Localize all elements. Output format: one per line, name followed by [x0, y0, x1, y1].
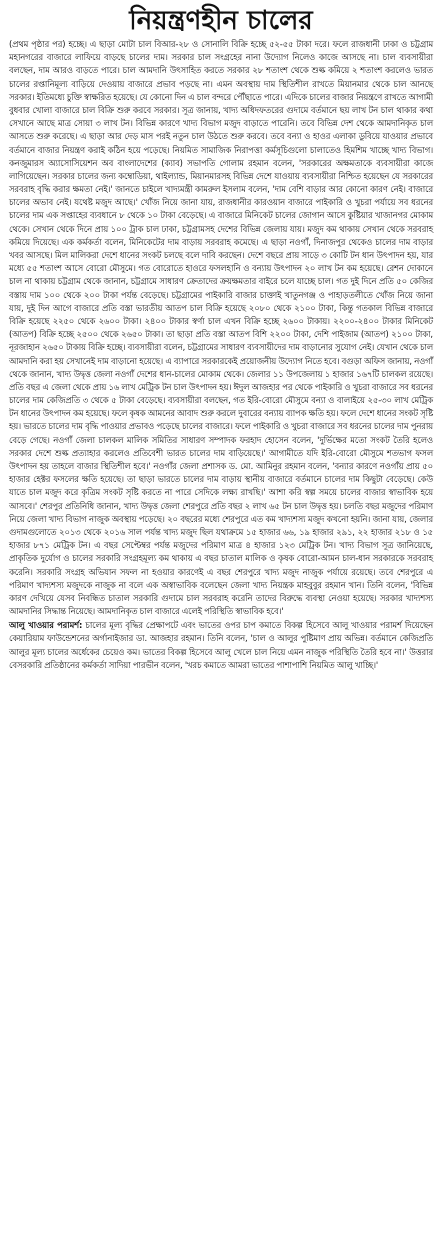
paragraph-text: হচ্ছে। এ ছাড়া মোটা চাল বিআর-২৮ ও সোনালি বিক্রি হচ্ছে ৫২-৫৫ টাকা দরে। ফলে রাজধানী ঢাকা ও চট্টগ্রাম মহানগরের বাজারে লাফিয়ে বাড়ছে চালের দাম। সরকার চাল সংগ্রহের নানা উদ্যোগ নিলেও কাজে আসছে না। চাল ব্যবসায়ীরা বলছেন, দাম আরও বাড়তে পারে। চাল আমদানি উৎসাহিত করতে সরকার ২৮ শতাংশ থেকে শুল্ক কমিয়ে ২ শতাংশ করলেও ভারত চালের রপ্তানিমূল্য বাড়িয়ে দেওয়ায় বাজারে প্রভাব পড়ছে না। এমন অবস্থায় দাম স্থিতিশীল রাখতে মিয়ানমার থেকে চাল আনছে সরকার। ইতিমধ্যে চুক্তি স্বাক্ষরিত হয়েছে। যে কোনো দিন এ চাল বন্দরে পৌঁছাতে পারে। এদিকে চালের বাজার নিয়ন্ত্রণে রাখতে আগামী বুধবার খোলা বাজারে চাল বিক্রি শুরু করবে সরকার। সূত্র জানায়, খাদ্য অধিদফতরের গুদামে বর্তমানে ছয় লাখ টন চাল থাকার কথা সেখানে আছে মাত্র সোয়া ৩ লাখ টন। বিভিন্ন কারণে খাদ্য বিভাগ মজুদ বাড়াতে পারেনি। তবে বিভিন্ন দেশ থেকে আমদানিকৃত চাল আসতে শুরু করেছে। এ ছাড়া আর দেড় মাস পরই নতুন চাল উঠতে শুরু করবে। তবে বন্যা ও হাওর এলাকা ডুবিয়ে যাওয়ার প্রভাবে বর্তমানে বাজার নিয়ন্ত্রণ করাই কঠিন হয়ে পড়েছে। নিয়মিত সামাজিক নিরাপত্তা কর্মসূচিগুলো চালাতেও হিমশিম খাচ্ছে খাদ্য বিভাগ। কনজুমারস অ্যাসোসিয়েশন অব বাংলাদেশের (ক্যাব) সভাপতি গোলাম রহমান বলেন, 'সরকারের অক্ষমতাকে ব্যবসায়ীরা কাজে লাগিয়েছেন। সরকার চালের জন্য কম্বোডিয়া, থাইল্যান্ড, মিয়ানমারসহ বিভিন্ন দেশে যাওয়ায় ব্যবসায়ীরা নিশ্চিত হয়েছেন যে সরকারের সরবরাহ বৃদ্ধি করার ক্ষমতা নেই।' জানতে চাইলে খাদ্যমন্ত্রী কামরুল ইসলাম বলেন, 'দাম বেশি বাড়ার আর কোনো কারণ নেই। বাজারে চালের অভাব নেই। যথেষ্ট মজুদ আছে।' খোঁজ নিয়ে জানা যায়, রাজধানীর কারওয়ান বাজারে পাইকারি ও খুচরা পর্যায়ে সব ধরনের চালের দাম এক সপ্তাহের ব্যবধানে ৮ থেকে ১০ টাকা বেড়েছে। এ বাজারে মিনিকেট চালের জোগান আসে কুষ্টিয়ার খাজানগর মোকাম থেকে। সেখান থেকে দিনে প্রায় ১০০ ট্রাক চাল ঢাকা, চট্টগ্রামসহ দেশের বিভিন্ন জেলায় যায়। মজুদ কম থাকায় সেখান থেকে সরবরাহ কমিয়ে দিয়েছে। এক কর্মকর্তা বলেন, মিনিকেটের দাম বাড়ায় সরবরাহ কমেছে। এ ছাড়া নওগাঁ, দিনাজপুর থেকেও চালের দাম বাড়ার খবর আসছে। মিল মালিকরা দেশে ধানের সংকট চলছে বলে দাবি করছেন। দেশে বছরে প্রায় সাড়ে ৩ কোটি টন ধান উৎপাদন হয়, যার মধ্যে ৫৫ শতাংশ আসে বোরো মৌসুমে। গত বোরোতে হাওরে ফসলহানি ও বন্যায় উৎপাদন ২০ লাখ টন কম হয়েছে। রেশন দোকানে চাল না থাকায় চট্টগ্রাম থেকে জানান, চট্টগ্রামে সাধারণ ক্রেতাদের ক্রয়ক্ষমতার বাইরে চলে যাচ্ছে চাল। গত দুই দিনে প্রতি ৫০ কেজির বস্তায় দাম ১০০ থেকে ২০০ টাকা পর্যন্ত বেড়েছে। চট্টগ্রামের পাইকারি বাজার চাক্তাই খাতুনগঞ্জ ও পাহাড়তলীতে খোঁজ নিয়ে জানা যায়, দুই দিন আগে বাজারে প্রতি বস্তা ভারতীয় আতপ চাল বিক্রি হয়েছে ২০৮০ থেকে ২১০০ টাকা, কিন্তু গতকাল বিভিন্ন বাজারে বিক্রি হয়েছে ২২৫০ থেকে ২৬০০ টাকা। ২৪০০ টাকার স্বর্ণা চাল এখন বিক্রি হচ্ছে ২৬০০ টাকায়। ২২০০-২৪০০ টাকার মিনিকেট (আতপ) বিক্রি হচ্ছে ২৫০০ থেকে ২৬৫০ টাকা। তা ছাড়া প্রতি বস্তা আতপ বিশি ২২০০ টাকা, দেশি পাইজাম (আতপ) ২১০০ টাকা, নূরজাহান ২৬৫০ টাকায় বিক্রি হচ্ছে। ব্যবসায়ীরা বলেন, চট্টগ্রামের সাধারণ ব্যবসায়ীদের দাম বাড়ানোর সুযোগ নেই। যেখান থেকে চাল আমদানি করা হয় সেখানেই দাম বাড়ানো হয়েছে। এ ব্যাপারে সরকারকেই প্রয়োজনীয় উদ্যোগ নিতে হবে। বগুড়া অফিস জানায়, নওগাঁ থেকে জানান, খাদ্য উদ্বৃত্ত জেলা নওগাঁ দেশের ধান-চালের মোকাম থেকে। জেলার ১১ উপজেলায় ১ হাজার ১৬৭টি চালকল রয়েছে। প্রতি বছর এ জেলা থেকে প্রায় ১৬ লাখ মেট্রিক টন চাল উৎপাদন হয়। ঈদুল আজহার পর থেকে পাইকারি ও খুচরা বাজারে সব ধরনের চালের দাম কেজিপ্রতি ৩ থেকে ৫ টাকা বেড়েছে। ব্যবসায়ীরা বলছেন, গত ইরি-বোরো মৌসুমে বন্যা ও বালাইয়ে ২৫-৩০ লাখ মেট্রিক টন ধানের উৎপাদন কম হয়েছে। ফলে কৃষক আমনের আবাদ শুরু করলে দুবারের বন্যায় ব্যাপক ক্ষতি হয়। ফলে দেশে ধানের সংকট সৃষ্টি হয়। ভারতে চালের দাম বৃদ্ধি পাওয়ার প্রভাবও পড়েছে চালের বাজারে। ফলে পাইকারি ও খুচরা বাজারে সব ধরনের চালের দাম পুনরায় বেড়ে গেছে। নওগাঁ জেলা চালকল মালিক সমিতির সাধারণ সম্পাদক ফরহাদ হোসেন বলেন, 'দুর্ভিক্ষের মতো সংকট তৈরি হলেও সরকার দেশে শুল্ক প্রত্যাহার করলেও প্রতিবেশী ভারত চালের দাম বাড়িয়েছে।' আগামীতে যদি ইরি-বোরো মৌসুমে শতভাগ ফসল উৎপাদন হয় তাহলে বাজার স্থিতিশীল হবে।' নওগাঁর জেলা প্রশাসক ড. মো. আমিনুর রহমান বলেন, 'বন্যার কারণে নওগাঁয় প্রায় ৫০ হাজার হেক্টর ফসলের ক্ষতি হয়েছে। তা ছাড়া ভারতে চালের দাম বাড়ায় স্থানীয় বাজারে বর্তমানে চালের দাম কিছুটা বেড়েছে। কেউ যাতে চাল মজুদ করে কৃত্রিম সংকট সৃষ্টি করতে না পারে সেদিকে লক্ষ্য রাখছি।' আশা করি স্বল্প সময়ে চালের বাজার স্বাভাবিক হয়ে আসবে।' শেরপুর প্রতিনিধি জানান, খাদ্য উদ্বৃত্ত জেলা শেরপুরে প্রতি বছর ২ লাখ ৬৫ টন চাল উদ্বৃত্ত হয়। চলতি বছর মজুদের পরিমাণ নিয়ে জেলা খাদ্য বিভাগ নাজুক অবস্থায় পড়েছে। ২০ বছরের মধ্যে শেরপুরে এত কম খাদ্যশস্য মজুদ কখনো হয়নি। জানা যায়, জেলার গুদামগুলোতে ২০১৩ থেকে ২০১৬ সাল পর্যন্ত খাদ্য মজুদ ছিল যথাক্রমে ১৫ হাজার ৬৬, ১৯ হাজার ২৯১, ২২ হাজার ২১৮ ও ১৫ হাজার ৮৭১ মেট্রিক টন। এ বছর সেপ্টেম্বর পর্যন্ত মজুদের পরিমাণ মাত্র ৪ হাজার ১২৩ মেট্রিক টন। খাদ্য বিভাগ সূত্র জানিয়েছে, প্রাকৃতিক দুর্যোগ ও চালের সরকারি সংগ্রহমূল্য কম থাকায় এ বছর চাতাল মালিক ও কৃষক বোরো-আমন চাল-ধান সরকারকে সরবরাহ করেনি। সরকারি সংগ্রহ অভিযান সফল না হওয়ার কারণেই এ বছর শেরপুরে খাদ্য মজুদ নাজুক পর্যায়ে রয়েছে। তবে শেরপুরে এ পরিমাণ খাদ্যশস্য মজুদকে নাজুক না বলে এক অস্বাভাবিক বলেছেন জেলা খাদ্য নিয়ন্ত্রক মাহবুবুর রহমান খান। তিনি বলেন, 'বিভিন্ন কারণ দেখিয়ে যেসব নিবন্ধিত চাতাল সরকারি গুদামে চাল সরবরাহ করেনি তাদের বিরুদ্ধে ব্যবস্থা নেওয়া হয়েছে। সরকার খাদ্যশস্য আমদানির সিদ্ধান্ত নিয়েছে। আমদানিকৃত চাল বাজারে এলেই পরিস্থিতি স্বাভাবিক হবে।' [9, 39, 434, 617]
subhead: আলু খাওয়ার পরামর্শ: [9, 620, 83, 631]
subhead-paragraph-text: চালের মূল্য বৃদ্ধির প্রেক্ষাপটে এবং ভাতের ওপর চাপ কমাতে বিকল্প হিসেবে আলু খাওয়ার পরামর্শ দিয়েছেন কেয়ারিয়াম ফাউন্ডেশনের অর্গানাইজার ডা. আজহার রহমান। তিনি বলেন, 'চাল ও আলুর পুষ্টিমাণ প্রায় অভিন্ন। বর্তমানে কেজিপ্রতি আলুর মূল্য চালের অর্ধেকের চেয়েও কম। ভাতের বিকল্প হিসেবে আলু খেলে চাল নিয়ে এমন নাজুক পরিস্থিতি তৈরি হবে না।' উত্তরার বেসরকারি প্রতিষ্ঠানের কর্মকর্তা সাদিয়া পারভীন বলেন, 'খরচ কমাতে আমরা ভাতের পাশাপাশি নিয়মিত আলু খাচ্ছি।' [9, 620, 433, 670]
continued-label: (প্রথম পৃষ্ঠার পর) [9, 39, 66, 49]
article-body [9, 38, 433, 672]
article-paragraph [9, 38, 433, 618]
headline: নিয়ন্ত্রণহীন চালের [129, 6, 313, 36]
subhead-paragraph [9, 619, 433, 672]
